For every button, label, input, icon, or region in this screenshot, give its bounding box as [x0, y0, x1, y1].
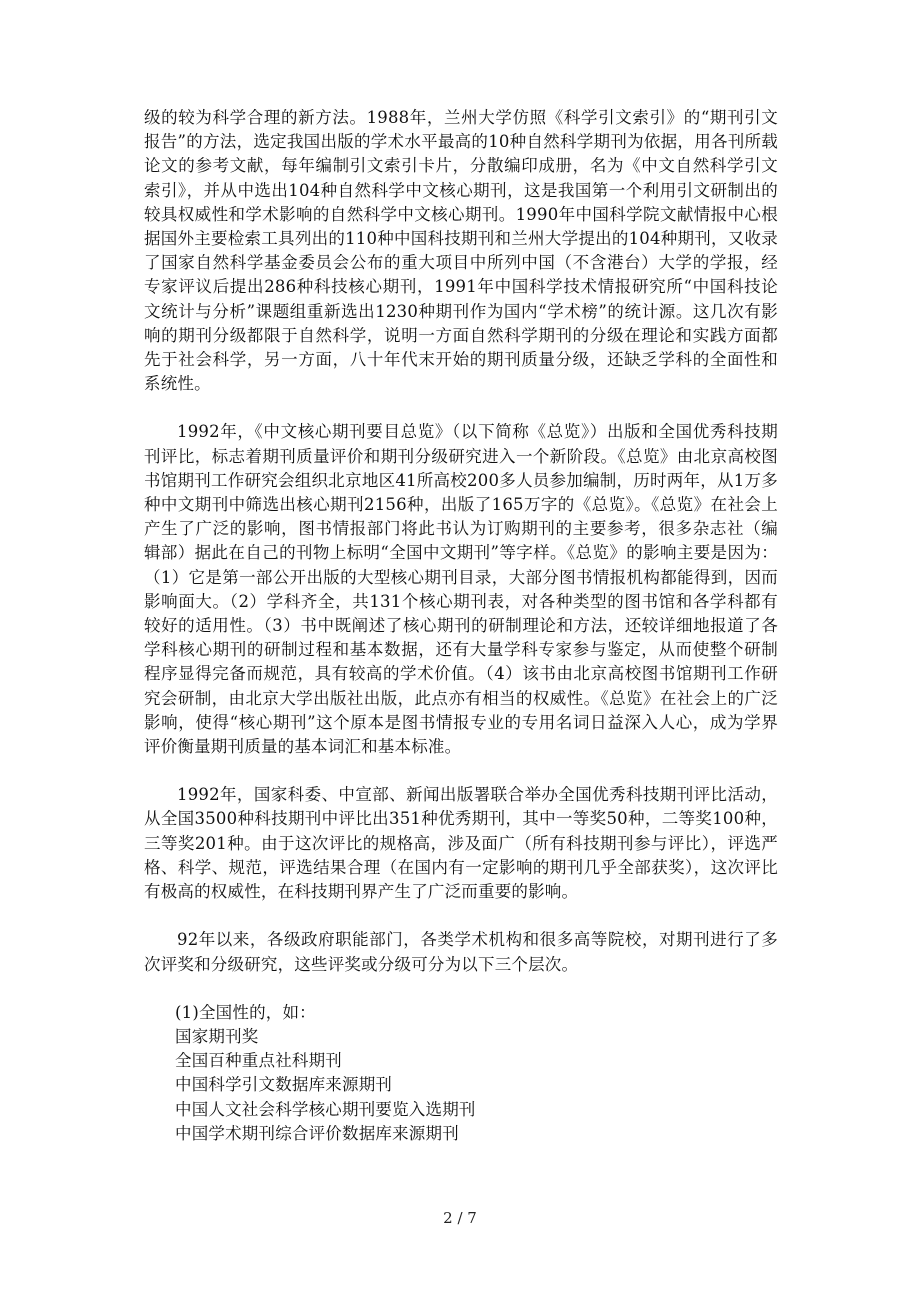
document-body: [144, 106, 778, 1146]
list-heading: (1)全国性的，如：: [175, 1002, 316, 1022]
list-item: 国家期刊奖: [175, 1026, 259, 1046]
paragraph-4: 92年以来，各级政府职能部门，各类学术机构和很多高等院校，对期刊进行了多次评奖和分级研究，这些评奖或分级可分为以下三个层次。: [144, 930, 778, 974]
paragraph-2: 1992年，《中文核心期刊要目总览》（以下简称《总览》）出版和全国优秀科技期刊评比，标志着期刊质量评价和期刊分级研究进入一个新阶段。《总览》由北京高校图书馆期刊工作研究会组织北京地区41所高校200多人员参加编制，历时两年，从1万多种中文期刊中筛选出核心期刊2156种，出版了165万字的《总览》。《总览》在社会上产生了广泛的影响，图书情报部门将此书认为订购期刊的主要参考，很多杂志社（编辑部）据此在自己的刊物上标明“全国中文期刊”等字样。《总览》的影响主要是因为：（1）它是第一部公开出版的大型核心期刊目录，大部分图书情报机构都能得到，因而影响面大。（2）学科齐全，共131个核心期刊表，对各种类型的图书馆和各学科都有较好的适用性。（3）书中既阐述了核心期刊的研制理论和方法，还较详细地报道了各学科核心期刊的研制过程和基本数据，还有大量学科专家参与鉴定，从而使整个研制程序显得完备而规范，具有较高的学术价值。（4）该书由北京高校图书馆期刊工作研究会研制，由北京大学出版社出版，此点亦有相当的权威性。《总览》在社会上的广泛影响，使得“核心期刊”这个原本是图书情报专业的专用名词日益深入人心，成为学界评价衡量期刊质量的基本词汇和基本标准。: [144, 422, 778, 757]
list-item: 中国科学引文数据库来源期刊: [175, 1075, 393, 1095]
paragraph-3: 1992年，国家科委、中宣部、新闻出版署联合举办全国优秀科技期刊评比活动，从全国3500种科技期刊中评比出351种优秀期刊，其中一等奖50种，二等奖100种，三等奖201种。由于这次评比的规格高，涉及面广（所有科技期刊参与评比），评选严格、科学、规范，评选结果合理（在国内有一定影响的期刊几乎全部获奖），这次评比有极高的权威性，在科技期刊界产生了广泛而重要的影响。: [144, 785, 778, 902]
list-item: 全国百种重点社科期刊: [175, 1051, 342, 1071]
page-number: 2 / 7: [443, 1209, 477, 1227]
paragraph-1: 级的较为科学合理的新方法。1988年，兰州大学仿照《科学引文索引》的“期刊引文报告”的方法，选定我国出版的学术水平最高的10种自然科学期刊为依据，用各刊所载论文的参考文献，每年编制引文索引卡片，分散编印成册，名为《中文自然科学引文索引》，并从中选出104种自然科学中文核心期刊，这是我国第一个利用引文研制出的较具权威性和学术影响的自然科学中文核心期刊。1990年中国科学院文献情报中心根据国外主要检索工具列出的110种中国科技期刊和兰州大学提出的104种期刊，又收录了国家自然科学基金委员会公布的重大项目中所列中国（不含港台）大学的学报，经专家评议后提出286种科技核心期刊，1991年中国科学技术情报研究所“中国科技论文统计与分析”课题组重新选出1230种期刊作为国内“学术榜”的统计源。这几次有影响的期刊分级都限于自然科学，说明一方面自然科学期刊的分级在理论和实践方面都先于社会科学，另一方面，八十年代末开始的期刊质量分级，还缺乏学科的全面性和系统性。: [144, 108, 778, 394]
paragraph-spacer: [144, 904, 778, 928]
list-item: 中国人文社会科学核心期刊要览入选期刊: [175, 1099, 476, 1119]
paragraph-spacer: [144, 759, 778, 783]
list-item: 中国学术期刊综合评价数据库来源期刊: [175, 1123, 459, 1143]
paragraph-spacer: [144, 396, 778, 420]
paragraph-spacer: [144, 977, 778, 1001]
national-level-list: [144, 1001, 778, 1146]
